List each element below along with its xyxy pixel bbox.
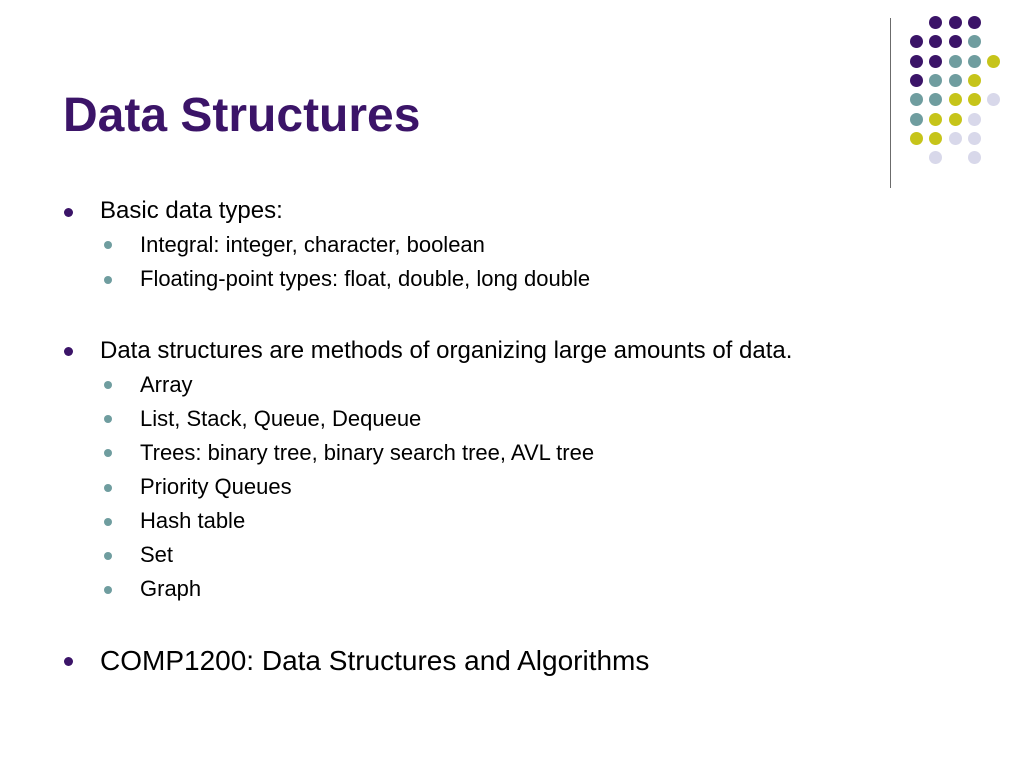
- decorative-dot: [968, 113, 981, 126]
- decorative-dot: [910, 132, 923, 145]
- list-item: List, Stack, Queue, Dequeue: [140, 406, 422, 431]
- decorative-dot: [968, 93, 981, 106]
- list-item: Trees: binary tree, binary search tree, AVL tree: [140, 440, 595, 465]
- decorative-dot: [910, 93, 923, 106]
- decorative-dot: [910, 35, 923, 48]
- sub-bullet-marker: [104, 449, 112, 457]
- list-item: Hash table: [140, 508, 246, 533]
- decorative-dot: [968, 55, 981, 68]
- decorative-dot: [910, 74, 923, 87]
- decorative-dot: [929, 16, 942, 29]
- decorative-dot: [929, 151, 942, 164]
- section-basic-data-types: Basic data types:: [100, 197, 283, 224]
- sub-bullet-marker: [104, 381, 112, 389]
- decorative-dot: [949, 16, 962, 29]
- decorative-dot: [987, 55, 1000, 68]
- list-item: Array: [140, 372, 193, 397]
- decorative-dot: [968, 132, 981, 145]
- sub-bullet-marker: [104, 552, 112, 560]
- sub-bullet-marker: [104, 276, 112, 284]
- decorative-dot: [968, 35, 981, 48]
- bullet-marker: [64, 347, 73, 356]
- decorative-dot: [987, 93, 1000, 106]
- decorative-dot: [949, 55, 962, 68]
- decorative-dot: [929, 132, 942, 145]
- section-data-structures-definition: Data structures are methods of organizing large amounts of data.: [100, 337, 793, 364]
- sub-bullet-marker: [104, 415, 112, 423]
- list-item: Set: [140, 542, 174, 567]
- bullet-marker: [64, 208, 73, 217]
- decorative-dot: [949, 35, 962, 48]
- list-item: Priority Queues: [140, 474, 292, 499]
- decorative-dot: [929, 55, 942, 68]
- decorative-dot: [949, 74, 962, 87]
- section-course-reference: COMP1200: Data Structures and Algorithms: [100, 645, 650, 676]
- decorative-dot: [949, 113, 962, 126]
- decorative-dot: [910, 55, 923, 68]
- sub-bullet-marker: [104, 241, 112, 249]
- list-item: Floating-point types: float, double, long double: [140, 266, 591, 291]
- decorative-dot: [968, 74, 981, 87]
- decorative-dot: [929, 113, 942, 126]
- list-item: Graph: [140, 576, 202, 601]
- sub-bullet-marker: [104, 484, 112, 492]
- decorative-dot: [968, 151, 981, 164]
- decorative-dot: [910, 113, 923, 126]
- decorative-dot: [949, 132, 962, 145]
- sub-bullet-marker: [104, 518, 112, 526]
- bullet-marker: [64, 657, 73, 666]
- sub-bullet-marker: [104, 586, 112, 594]
- decorative-dot: [929, 35, 942, 48]
- title-divider-line: [890, 18, 891, 188]
- slide-title: Data Structures: [63, 89, 421, 142]
- decorative-dot: [968, 16, 981, 29]
- decorative-dot: [929, 93, 942, 106]
- decorative-dot: [929, 74, 942, 87]
- decorative-dot: [949, 93, 962, 106]
- list-item: Integral: integer, character, boolean: [140, 232, 485, 257]
